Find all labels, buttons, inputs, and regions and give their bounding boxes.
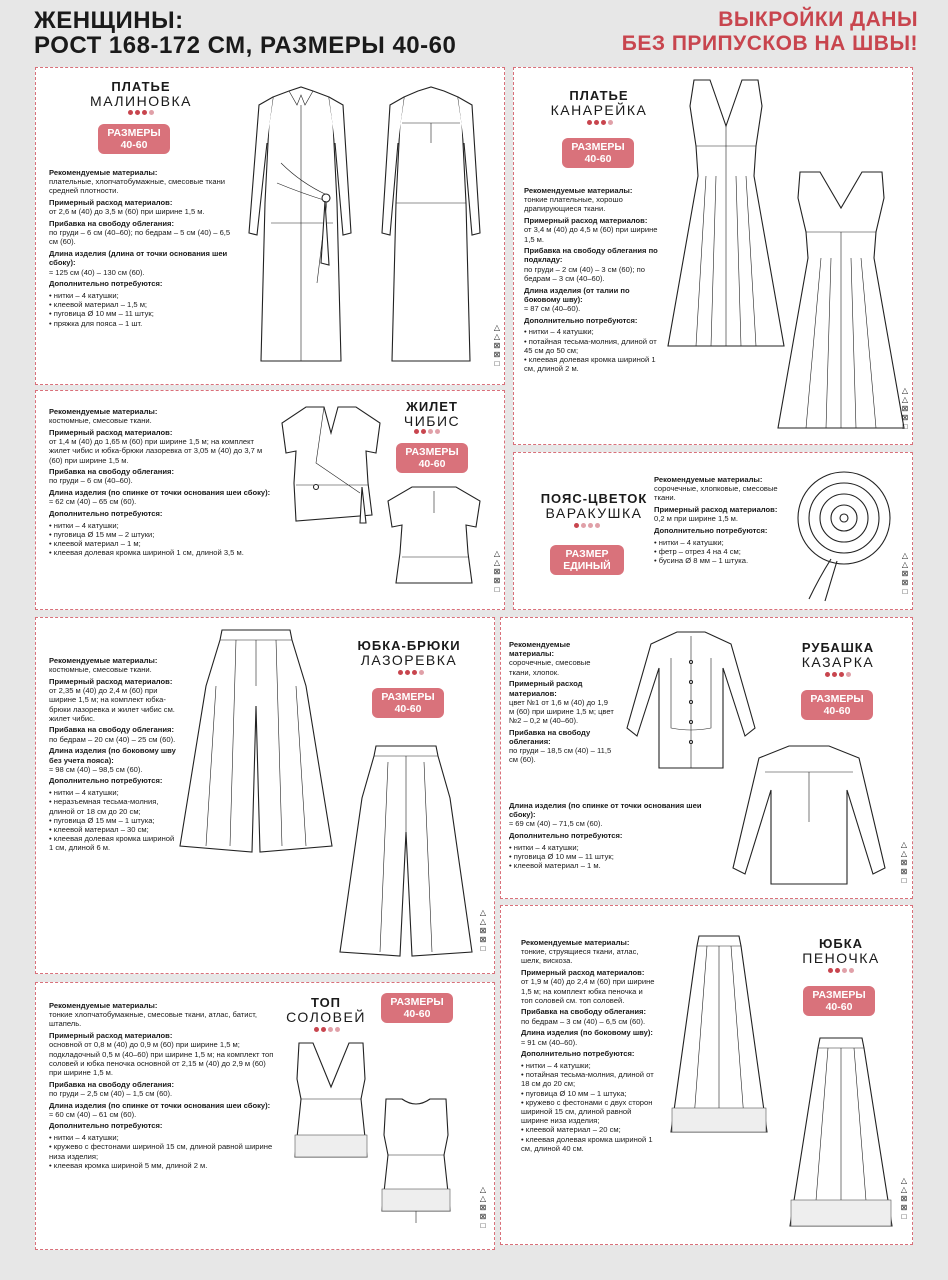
size-badge	[562, 138, 634, 168]
ease-heading: Прибавка на свободу облегания:	[49, 725, 174, 735]
difficulty-dots	[414, 429, 440, 434]
badge-line1: РАЗМЕРЫ	[571, 141, 625, 153]
care-symbols: △ △ ⊠ ⊠ □	[900, 840, 908, 885]
item-title	[544, 88, 654, 118]
length-text: ≈ 60 см (40) – 61 см (60).	[49, 1109, 137, 1119]
ease-heading: Прибавка на свободу облегания:	[521, 1007, 646, 1017]
ease-heading: Прибавка на свободу облегания:	[49, 219, 174, 229]
care-symbols: △ △ ⊠ ⊠ □	[900, 1176, 908, 1221]
page-heading	[34, 8, 456, 58]
item-title	[286, 995, 366, 1025]
extras-list	[49, 521, 274, 558]
dress-front-sketch	[666, 76, 786, 376]
title-name: ВАРАКУШКА	[545, 505, 643, 521]
title-name: КАНАРЕЙКА	[550, 102, 648, 118]
vest-back-sketch	[384, 483, 484, 593]
extras-heading: Дополнительно потребуются:	[49, 279, 163, 289]
item-title	[86, 79, 196, 109]
length-text: ≈ 87 см (40–60).	[524, 303, 581, 313]
extras-item: • клеевой материал – 30 см;	[49, 825, 177, 834]
extras-item: • неразъемная тесьма-молния, длиной от 18 см до 20 см;	[49, 797, 177, 815]
extras-item: • пряжка для пояса – 1 шт.	[49, 319, 239, 328]
skirt-front-sketch	[669, 932, 769, 1142]
description	[49, 656, 177, 853]
card-soloviy	[35, 982, 495, 1250]
badge-line2: ЕДИНЫЙ	[563, 560, 611, 572]
item-title	[783, 640, 893, 670]
top-back-sketch	[376, 1095, 456, 1225]
extras-heading: Дополнительно потребуются:	[521, 1049, 635, 1059]
materials-heading: Рекомендуемые материалы:	[524, 186, 633, 195]
extras-item: • пуговица Ø 15 мм – 1 штука;	[49, 816, 177, 825]
badge-line1: РАЗМЕРЫ	[405, 446, 459, 458]
description	[654, 475, 784, 565]
consumption-heading: Примерный расход материалов:	[654, 505, 778, 515]
badge-line2: 40-60	[403, 1008, 431, 1020]
consumption-heading: Примерный расход материалов:	[49, 1031, 173, 1041]
materials-heading: Рекомендуемые материалы:	[49, 407, 158, 416]
ease-text: по груди – 2 см (40) – 3 см (60); по бедрам – 3 см (40–60).	[524, 264, 645, 283]
card-malinovka	[35, 67, 505, 385]
extras-item: • нитки – 4 катушки;	[509, 843, 709, 852]
care-symbols: △ △ ⊠ ⊠ □	[901, 386, 909, 431]
materials-text: костюмные, смесовые ткани.	[49, 416, 152, 426]
ease-heading: Прибавка на свободу облегания:	[509, 727, 591, 747]
title-name: ПЕНОЧКА	[802, 950, 880, 966]
extras-item: • пуговица Ø 10 мм – 11 штук;	[49, 309, 239, 318]
badge-line1: РАЗМЕРЫ	[810, 693, 864, 705]
extras-item: • нитки – 4 катушки;	[49, 788, 177, 797]
difficulty-dots	[574, 523, 600, 528]
extras-heading: Дополнительно потребуются:	[524, 315, 638, 325]
item-title	[354, 638, 464, 668]
care-symbols: △ △ ⊠ ⊠ □	[493, 549, 501, 594]
warning-line1: ВЫКРОЙКИ ДАНЫ	[718, 8, 918, 31]
materials-heading: Рекомендуемые материалы:	[654, 475, 763, 484]
item-title	[534, 491, 654, 521]
ease-heading: Прибавка на свободу облегания:	[49, 1079, 174, 1089]
materials-text: сорочечные, хлопковые, смесовые ткани.	[654, 484, 778, 503]
care-symbols: △ △ ⊠ ⊠ □	[493, 323, 501, 368]
extras-item: • клеевая долевая кромка шириной 1 см, длиной 6 м.	[49, 834, 177, 852]
title-type: ЖИЛЕТ	[406, 399, 458, 414]
card-lazorevka	[35, 617, 495, 974]
dress-back-sketch	[776, 168, 906, 443]
flower-belt-sketch	[789, 463, 899, 603]
extras-item: • клеевой материал – 1 м.	[509, 861, 709, 870]
length-heading: Длина изделия (по боковому шву):	[521, 1028, 653, 1038]
materials-heading: Рекомендуемые материалы:	[509, 640, 571, 659]
description	[49, 168, 239, 328]
warning-line2: БЕЗ ПРИПУСКОВ НА ШВЫ!	[621, 32, 918, 55]
top-front-sketch	[291, 1039, 371, 1164]
care-symbols: △ △ ⊠ ⊠ □	[901, 551, 909, 596]
badge-line2: 40-60	[584, 153, 612, 165]
extras-item: • нитки – 4 катушки;	[654, 538, 784, 547]
length-text: ≈ 62 см (40) – 65 см (60).	[49, 497, 137, 507]
item-title	[791, 936, 891, 966]
ease-text: по бедрам – 20 см (40) – 25 см (60).	[49, 734, 176, 744]
extras-list	[509, 843, 709, 871]
title-name: МАЛИНОВКА	[90, 93, 192, 109]
extras-item: • пуговица Ø 15 мм – 2 штуки;	[49, 530, 274, 539]
length-text: ≈ 98 см (40) – 98,5 см (60).	[49, 764, 143, 774]
badge-line2: 40-60	[120, 139, 148, 151]
description	[524, 186, 664, 373]
extras-item: • бусина Ø 8 мм – 1 штука.	[654, 556, 784, 565]
extras-item: • клеевой материал – 1 м;	[49, 539, 274, 548]
materials-text: тонкие плательные, хорошо драпирующиеся ткани.	[524, 195, 623, 214]
vest-front-sketch	[276, 403, 386, 528]
title-name: ЧИБИС	[403, 413, 461, 429]
extras-item: • нитки – 4 катушки;	[49, 1133, 274, 1142]
extras-list	[49, 1133, 274, 1170]
length-heading: Длина изделия (по спинке от точки основания шеи сбоку):	[49, 1100, 271, 1110]
title-type: ЮБКА	[818, 936, 864, 951]
length-heading: Длина изделия (по боковому шву без учета пояса):	[49, 746, 176, 765]
extras-list	[49, 291, 239, 328]
extras-list	[524, 327, 664, 373]
culottes-front-sketch	[176, 626, 336, 866]
length-heading: Длина изделия (по спинке от точки основания шеи сбоку):	[509, 801, 702, 820]
item-title	[392, 399, 472, 429]
extras-item: • клеевая долевая кромка шириной 1 см, длиной 3,5 м.	[49, 548, 274, 557]
title-type: РУБАШКА	[801, 640, 875, 655]
size-badge	[381, 993, 453, 1023]
consumption-text: основной от 0,8 м (40) до 0,9 м (60) при ширине 1,5 м; подкладочный 0,5 м (40–60) при ширине 1,5 м; на комплект топ соловей и юбка пеночка основной от 2,15 м (40) до 2,9 м (60) при ширине 1,5 м.	[49, 1040, 274, 1077]
ease-text: по груди – 18,5 см (40) – 11,5 см (60).	[509, 746, 612, 765]
card-kanareyka	[513, 67, 913, 445]
culottes-back-sketch	[336, 742, 476, 962]
extras-heading: Дополнительно потребуются:	[49, 509, 163, 519]
materials-heading: Рекомендуемые материалы:	[521, 938, 630, 947]
dress-front-sketch	[241, 83, 361, 378]
title-type: ТОП	[310, 995, 342, 1010]
title-type: ПЛАТЬЕ	[111, 79, 171, 94]
extras-item: • кружево с фестонами с двух сторон шириной 15 см, длиной равной ширине низа изделия;	[521, 1098, 656, 1126]
shirt-back-sketch	[729, 742, 889, 892]
size-badge	[372, 688, 444, 718]
materials-text: тонкие, струящиеся ткани, атлас, шелк, вискоза.	[521, 947, 639, 966]
card-penochka	[500, 905, 913, 1245]
consumption-text: от 3,4 м (40) до 4,5 м (60) при ширине 1,5 м.	[524, 225, 658, 244]
title-name: СОЛОВЕЙ	[286, 1009, 366, 1025]
extras-list	[654, 538, 784, 566]
ease-text: по бедрам – 3 см (40) – 6,5 см (60).	[521, 1016, 646, 1026]
care-symbols: △ △ ⊠ ⊠ □	[479, 908, 487, 953]
extras-item: • кружево с фестонами шириной 15 см, длиной равной ширине низа изделия;	[49, 1142, 274, 1160]
ease-heading: Прибавка на свободу облегания по подкладу:	[524, 246, 658, 265]
extras-item: • фетр – отрез 4 на 4 см;	[654, 547, 784, 556]
difficulty-dots	[128, 110, 154, 115]
card-kazarka	[500, 617, 913, 899]
length-text: ≈ 69 см (40) – 71,5 см (60).	[509, 819, 603, 829]
extras-heading: Дополнительно потребуются:	[654, 526, 768, 536]
size-badge	[801, 690, 873, 720]
extras-list	[521, 1061, 656, 1153]
badge-line2: 40-60	[825, 1001, 853, 1013]
consumption-text: цвет №1 от 1,6 м (40) до 1,9 м (60) при ширине 1,5 м; цвет №2 – 0,2 м (40–60).	[509, 697, 614, 726]
materials-text: сорочечные, смесовые ткани, хлопок.	[509, 658, 591, 677]
consumption-heading: Примерный расход материалов:	[49, 427, 173, 437]
extras-list	[49, 788, 177, 852]
consumption-heading: Примерный расход материалов:	[521, 968, 645, 978]
length-text: ≈ 91 см (40–60).	[521, 1037, 578, 1047]
badge-line1: РАЗМЕРЫ	[107, 127, 161, 139]
length-heading: Длина изделия (по спинке от точки основания шеи сбоку):	[49, 488, 271, 498]
badge-line1: РАЗМЕРЫ	[381, 691, 435, 703]
difficulty-dots	[398, 670, 424, 675]
size-badge	[550, 545, 624, 575]
dress-back-sketch	[376, 83, 486, 378]
difficulty-dots	[828, 968, 854, 973]
extras-item: • нитки – 4 катушки;	[49, 521, 274, 530]
title-name: КАЗАРКА	[801, 654, 875, 670]
difficulty-dots	[825, 672, 851, 677]
extras-heading: Дополнительно потребуются:	[509, 831, 623, 841]
title-name: ЛАЗОРЕВКА	[360, 652, 458, 668]
card-chibis	[35, 390, 505, 610]
extras-item: • потайная тесьма-молния, длиной от 18 см до 20 см;	[521, 1070, 656, 1088]
extras-item: • клеевой материал – 1,5 м;	[49, 300, 239, 309]
consumption-heading: Примерный расход материалов:	[509, 679, 583, 698]
heading-line1: ЖЕНЩИНЫ:	[34, 7, 184, 34]
title-type: ПЛАТЬЕ	[569, 88, 629, 103]
badge-line1: РАЗМЕРЫ	[812, 989, 866, 1001]
consumption-heading: Примерный расход материалов:	[49, 198, 173, 208]
card-varakushka	[513, 452, 913, 610]
materials-text: тонкие хлопчатобумажные, смесовые ткани, атлас, батист, штапель.	[49, 1010, 258, 1029]
size-badge	[98, 124, 170, 154]
title-type: ЮБКА-БРЮКИ	[357, 638, 461, 653]
badge-line1: РАЗМЕРЫ	[390, 996, 444, 1008]
extras-item: • нитки – 4 катушки;	[49, 291, 239, 300]
extras-item: • клеевой материал – 20 см;	[521, 1125, 656, 1134]
consumption-heading: Примерный расход материалов:	[524, 216, 648, 226]
skirt-back-sketch	[786, 1034, 896, 1234]
consumption-text: от 1,9 м (40) до 2,4 м (60) при ширине 1,5 м; на комплект юбка пеночка и топ соловей см. топ соловей.	[521, 977, 655, 1005]
ease-text: по груди – 2,5 см (40) – 1,5 см (60).	[49, 1088, 173, 1098]
ease-heading: Прибавка на свободу облегания:	[49, 467, 174, 477]
materials-heading: Рекомендуемые материалы:	[49, 656, 158, 665]
ease-text: по груди – 6 см (40–60); по бедрам – 5 см (40) – 6,5 см (60).	[49, 228, 231, 247]
extras-item: • нитки – 4 катушки;	[521, 1061, 656, 1070]
extras-item: • клеевая кромка шириной 5 мм, длиной 2 м.	[49, 1161, 274, 1170]
badge-line2: 40-60	[823, 705, 851, 717]
length-heading: Длина изделия (длина от точки основания шеи сбоку):	[49, 249, 228, 268]
consumption-text: 0,2 м при ширине 1,5 м.	[654, 514, 739, 524]
materials-text: плательные, хлопчатобумажные, смесовые ткани средней плотности.	[49, 177, 226, 196]
title-type: ПОЯС-ЦВЕТОК	[540, 491, 648, 506]
badge-line1: РАЗМЕР	[565, 548, 609, 560]
extras-item: • клеевая долевая кромка шириной 1 см, длиной 2 м.	[524, 355, 664, 373]
description-cont	[509, 801, 709, 870]
difficulty-dots	[314, 1027, 340, 1032]
badge-line2: 40-60	[394, 703, 422, 715]
extras-heading: Дополнительно потребуются:	[49, 776, 163, 786]
description	[49, 407, 274, 558]
materials-heading: Рекомендуемые материалы:	[49, 1001, 158, 1010]
length-heading: Длина изделия (от талии по боковому шву):	[524, 285, 630, 304]
ease-text: по груди – 6 см (40–60).	[49, 476, 133, 486]
extras-heading: Дополнительно потребуются:	[49, 1121, 163, 1131]
extras-item: • пуговица Ø 10 мм – 11 штук;	[509, 852, 709, 861]
consumption-text: от 2,35 м (40) до 2,4 м (60) при ширине 1,5 м; на комплект юбка-брюки лазоревка и жилет чибис см. жилет чибис.	[49, 686, 175, 723]
materials-heading: Рекомендуемые материалы:	[49, 168, 158, 177]
badge-line2: 40-60	[418, 458, 446, 470]
consumption-text: от 2,6 м (40) до 3,5 м (60) при ширине 1,5 м.	[49, 207, 205, 217]
extras-item: • клеевая долевая кромка шириной 1 см, длиной 40 см.	[521, 1135, 656, 1153]
care-symbols: △ △ ⊠ ⊠ □	[479, 1185, 487, 1230]
consumption-heading: Примерный расход материалов:	[49, 676, 173, 686]
length-text: ≈ 125 см (40) – 130 см (60).	[49, 267, 145, 277]
seam-allowance-warning	[622, 8, 918, 56]
size-badge	[803, 986, 875, 1016]
extras-item: • потайная тесьма-молния, длиной от 45 см до 50 см;	[524, 337, 664, 355]
consumption-text: от 1,4 м (40) до 1,65 м (60) при ширине 1,5 м; на комплект жилет чибис и юбка-брюки лазоревка от 3,05 м (40) до 3,7 м (60) при ширине 1,5 м.	[49, 437, 263, 465]
description	[509, 640, 614, 767]
size-badge	[396, 443, 468, 473]
heading-line2: РОСТ 168-172 СМ, РАЗМЕРЫ 40-60	[34, 32, 457, 59]
extras-item: • нитки – 4 катушки;	[524, 327, 664, 336]
difficulty-dots	[587, 120, 613, 125]
description	[49, 1001, 274, 1170]
materials-text: костюмные, смесовые ткани.	[49, 665, 152, 675]
extras-item: • пуговица Ø 10 мм – 1 штука;	[521, 1089, 656, 1098]
description	[521, 938, 656, 1153]
